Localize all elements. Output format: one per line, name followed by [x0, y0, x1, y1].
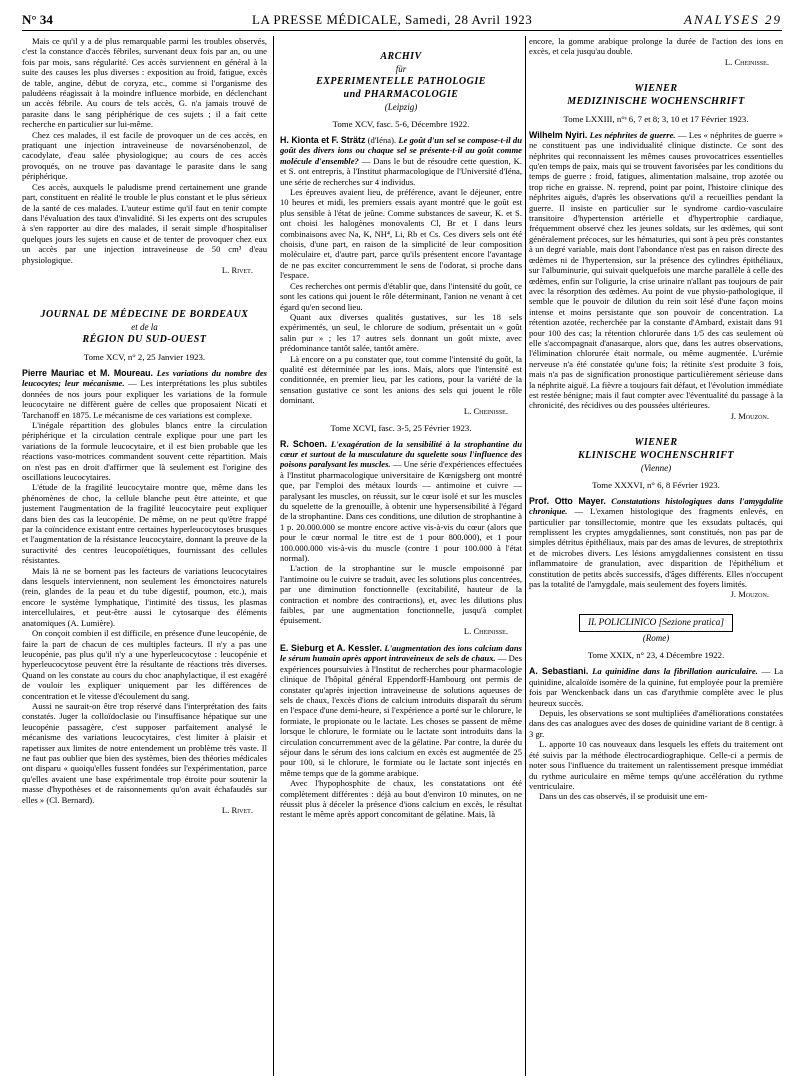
paragraph: Avec l'hypophosphite de chaux, les constatations ont été complètement différentes : déjà au bout d'environ 10 minutes, on ne réussit plus à déceler la présence d'ions calcium en excès, le résultat restant le même après apport concomitant de gélatine. Mais, là	[280, 778, 522, 820]
journal-title: WIENER	[634, 82, 678, 94]
article-text: — Une série d'expériences effectuées à l'Institut pharmacologique universitaire de Kœnigsberg ont montré que, par l'emploi des métaux lourds — antimoine et cuivre — paralysant les muscles, on réussit, sur le cœur isolé et sur les muscles du squelette de la grenouille, à obtenir une hypersensibilité à l'égard de la strophantine. Dans ces conditions, une dilution de strophantine à 1 p. 20.000.000 se montre encore active vis-à-vis du cœur (alors que pour le cœur normal le titre est de 1 pour 800.000), et 1 pour 100.000.000 vis-à-vis du muscle (contre 1 pour 100.000 à l'état normal).	[280, 459, 522, 564]
journal-heading-box	[529, 614, 783, 632]
journal-title-line: MEDIZINISCHE WOCHENSCHRIFT	[567, 95, 745, 107]
article-title: Les néphrites de guerre.	[589, 129, 676, 140]
article-title: L'augmentation des ions calcium dans le sérum humain après apport intraveineux de sels de chaux.	[280, 642, 522, 664]
section-page: ANALYSES 29	[684, 12, 782, 27]
article-text: — L'examen histologique des fragments enlevés, en particulier par tonsillectomie, montre que les exsudats pultacés, qui remplissent les cryptes amygdaliennes, sont constitués, non pas par de simples détritus épithéliaux, mais par des amas de levures, de streptothrix et de microbes divers. Les lésions amygdaliennes consistent en tissu inflammatoire de granulation, avec disparition de l'épithélium et constitution de petits abcès successifs, d'âges différents. Elles n'occupent pas la totalité de l'amygdale, mais seulement des foyers limités.	[529, 506, 783, 590]
article-affiliation: (d'Iéna).	[367, 135, 397, 145]
paragraph: Quant aux diverses qualités gustatives, sur les 18 sels expérimentés, un seul, le chlorure de sodium, présentait un « goût salin pur » ; les 17 autres sels donnant un goût mixte, avec prédominance tantôt salée, tantôt amère.	[280, 311, 522, 354]
paragraph: L. apporte 10 cas nouveaux dans lesquels les effets du traitement ont été suivis par la méthode électrocardiographique. Celle-ci a permis de noter sous l'influence du traitement un ralentissement presque immédiat du rythme auriculaire en même temps qu'une accélération du rythme ventriculaire.	[529, 739, 783, 791]
paragraph: Aussi ne saurait-on être trop réservé dans l'interprétation des faits constatés. Juger la colloïdoclasie ou l'insuffisance hépatique sur une leucopénie passagère, c'est supposer parfaitement analysé le mécanisme des variations leucocytaires, c'est limiter à plaisir et rapetisser aux limites de notre entendement un problème très vaste. Il ne faut pas oublier que bien des systèmes, bien des théories médicales ont disparu « quoiqu'elles fussent fondées sur l'expérimentation, parce qu'elles avaient une base expérimentale trop étroite pour soutenir la masse d'hypothèses et de raisonnements qu'on avait échafaudés sur elles » (Cl. Bernard).	[22, 700, 267, 805]
journal-city: (Rome)	[642, 633, 670, 644]
article-entry	[280, 643, 522, 778]
column-left	[22, 36, 267, 1080]
journal-title-line: EXPERIMENTELLE PATHOLOGIE	[316, 76, 486, 87]
article-entry	[529, 130, 783, 411]
page-header	[22, 8, 782, 31]
column-rule-left	[273, 36, 274, 1076]
paragraph: L'action de la strophantine sur le muscle empoisonné par l'antimoine ou le cuivre se traduit, avec les solutions plus concentrées, par une diminution fonctionnelle (excitabilité, hauteur de la contraction et nombre des contractions), et, avec les dilutions plus faibles, par une augmentation fonctionnelle, jusqu'à complet épuisement.	[280, 563, 522, 626]
journal-city: (Leipzig)	[384, 102, 418, 112]
journal-title-line: KLINISCHE WOCHENSCHRIFT	[577, 449, 735, 461]
signature: J. Mouzon.	[730, 410, 769, 421]
article-authors: A. Sebastiani.	[529, 666, 589, 677]
running-title: LA PRESSE MÉDICALE, Samedi, 28 Avril 1923	[252, 12, 533, 27]
paragraph: Depuis, les observations se sont multipliées d'améliorations constatées dans des cas analogues avec des doses de quinidine variant de 8 centigr. à 3 gr.	[529, 708, 783, 739]
signature: L. Rivet.	[221, 805, 253, 815]
article-title: L'exagération de la sensibilité à la strophantine du cœur et surtout de la musculature du squelette sous l'influence des poisons paralysant les muscles.	[280, 438, 522, 470]
paragraph: Là encore on a pu constater que, tout comme l'intensité du goût, la qualité est déterminée par les ions. Mais, alors que l'intensité est conditionnée, en premier lieu, par les cations, pour la variété de la sensation gustative ce sont les anions des sels qui jouent le rôle dominant.	[280, 353, 522, 406]
journal-title: ARCHIV	[380, 51, 422, 62]
journal-volume: Tome XCV, n° 2, 25 Janvier 1923.	[83, 351, 206, 362]
article-authors: H. Kionta et F. Strätz	[280, 135, 366, 145]
article-authors: R. Schoen.	[280, 438, 328, 449]
paragraph: Ces accès, auxquels le paludisme prend certainement une grande part, constituent en réalité le trouble le plus constant et le plus sérieux de la santé de ces malades. L'auteur estime qu'il faut en tenir compte dans l'évaluation des taux d'invalidité. Si les experts ont des scrupules à s'en rapporter au dire des malades, il serait simple d'hospitaliser quelques jours les sujets en cause et de tenter de provoquer chez eux un accès par une injection intraveineuse de 50 cm³ d'eau physiologique.	[22, 181, 267, 265]
paragraph: L'inégale répartition des globules blancs entre la circulation périphérique et la circulation centrale explique pour une part les variations de la formule leucocytaire, et il est bien probable que les réactions vaso-motrices commandent souvent cette répartition. Mais on n'est pas en droit d'affirmer que là seulement est l'origine des oscillations leucocytaires.	[22, 419, 267, 482]
journal-region: RÉGION DU SUD-OUEST	[82, 333, 207, 345]
paragraph: On conçoit combien il est difficile, en présence d'une leucopénie, de faire la part de chacun de ces multiples facteurs. Il n'y a pas une leucopénie, pas plus qu'il n'y a une hyperleucocytose : leucopénie et hyperleucocytose peuvent être la résultante de réactions très diverses. Quand on les constate au cours du choc anaphylactique, il est exagéré de vouloir les expliquer uniquement par les différences de concentration et le vitesse d'écoulement du sang.	[22, 628, 267, 701]
signature: L. Cheinisse.	[724, 56, 769, 67]
signature: J. Mouzon.	[730, 589, 769, 600]
article-entry	[280, 135, 522, 187]
journal-title: IL POLICLINICO	[587, 618, 657, 629]
article-authors: Pierre Mauriac et M. Moureau.	[22, 367, 153, 378]
article-title: Constatations histologiques dans l'amygdalite chronique.	[529, 495, 783, 517]
paragraph: Chez ces malades, il est facile de provoquer un de ces accès, en pratiquant une injection intraveineuse de novarsénobenzol, de cacodylate, d'eau salée physiologique; au cours de ces accès provoqués, on ne trouve pas davantage le parasite dans le sang périphérique.	[22, 129, 267, 182]
issue-number: N° 34	[22, 12, 53, 27]
article-title: La quinidine dans la fibrillation auriculaire.	[592, 666, 758, 677]
article-text: — Les interprétations les plus subtiles données de nos jours pour expliquer les variations de la formule leucocytaire ne diffèrent guère de celles que proposaient Nicati et Tarchanoff en 1875. Le mécanisme de ces variations est complexe.	[22, 378, 267, 420]
journal-subtitle: et de la	[131, 321, 158, 332]
article-entry	[280, 439, 522, 564]
paragraph: L'étude de la fragilité leucocytaire montre que, même dans les phénomènes de choc, la cellule blanche peut être atteinte, et que justement l'augmentation de la fragilité leucocytaire peut expliquer dans bien des cas la leucopénie. De même, on ne peut qu'être frappé par la coïncidence existant entre certaines hyperleucocytoses brusques et l'augmentation de la résistance leucocytaire, donnant la preuve de la suractivité des centres leucopoïétiques, fournissant des cellules résistantes.	[22, 482, 267, 566]
article-title: Les variations du nombre des leucocytes; leur mécanisme.	[22, 367, 267, 389]
journal-volume: Tome XXIX, n° 23, 4 Décembre 1922.	[587, 650, 725, 661]
column-middle	[280, 36, 522, 1080]
article-authors: E. Sieburg et A. Kessler.	[280, 642, 382, 653]
article-entry	[529, 496, 783, 590]
article-title: Le goût d'un sel se compose-t-il du goût des divers ions ou chaque sel se présente-t-il au goût comme molécule d'ensemble?	[280, 135, 522, 166]
journal-volume: Tome XCV, fasc. 5-6, Décembre 1922.	[332, 119, 470, 129]
article-text: — Des expériences poursuivies à l'Institut de recherches pour pharmacologie clinique de l'hôpital général Eppendorff-Hambourg ont permis de constater qu'après injection intraveineuse de solutions aqueuses de sels de chaux, l'excès d'ions de calcium introduits disparaît du sérum en l'espace d'une demi-heure, si l'expérience a porté sur le chlorure, le formiate, le propionate ou le lactate. Les choses se passent de même lorsque le chlorure, le formiate ou le lactate sont introduits dans la circulation concurremment avec de la gélatine. Par contre, la durée du séjour dans le sérum des ions calcium en excès est augmentée de 25 pour 100, si le chlorure, le formiate ou le lactate sont injectés en même temps que de la gomme arabique.	[280, 653, 522, 778]
paragraph: Mais ce qu'il y a de plus remarquable parmi les troubles observés, c'est la constance d'accès fébriles, survenant deux fois par an, ou une fois par mois, sans régularité. Ces accès surviennent en général à la suite des causes les plus diverses : exposition au froid, fatigue, excès de table, angine, début de coryza, etc., comme si l'organisme des paludéens réagissait à la moindre influence morbide, en déclenchant un accès fébrile. Au cours de tels accès, G. n'a jamais trouvé de parasite dans le sang périphérique de ces sujets ; il a fait cette recherche en particulier sur lui-même.	[22, 36, 267, 130]
journal-volume: Tome XXXVI, n° 6, 8 Février 1923.	[592, 479, 720, 490]
journal-city: (Vienne)	[640, 462, 672, 473]
journal-section: [Sezione pratica]	[658, 618, 725, 629]
column-right	[529, 36, 783, 1080]
paragraph: encore, la gomme arabique prolonge la durée de l'action des ions en excès, et cela jusqu'au double.	[529, 36, 783, 57]
journal-volume: Tome XCVI, fasc. 3-5, 25 Février 1923.	[330, 422, 472, 433]
paragraph: Les épreuves avaient lieu, de préférence, avant le déjeuner, entre 10 heures et midi, les premiers essais ayant montré que le goût est plus sensible à l'état de jeûne. Comme substances de saveur, K. et S. ont choisi les halogènes monovalents Cl, Br et I dans leurs combinaisons avec Na, K, NH⁴, Li, Rb et Cs. Ces divers sels ont été choisis, d'une part, en raison de la simplicité de leur composition moléculaire et, d'autre part, parce qu'ils présentent encore l'avantage de ne pas exciter concurremment le sens de l'odorat, si proche dans l'espace.	[280, 187, 522, 281]
signature: L. Rivet.	[221, 264, 253, 275]
paragraph: Mais là ne se bornent pas les facteurs de variations leucocytaires dans lesquels interviennent, non seulement les émonctoires naturels (rein, glandes de la peau et du tube digestif, poumon, etc.), mais encore le système lymphatique, l'intimité des tissus, les plasmas intercellulaires, et peut-être aussi le cytosarque des éléments anatomiques (A. Lumière).	[22, 565, 267, 628]
paragraph: Ces recherches ont permis d'établir que, dans l'intensité du goût, ce sont les cations qui jouent le rôle déterminant, l'anion ne venant à cet égard qu'en second lieu.	[280, 280, 522, 312]
article-authors: Wilhelm Nyiri.	[529, 129, 588, 140]
column-rule-right	[525, 36, 526, 1076]
article-text: — Les « néphrites de guerre » ne constituent pas une individualité clinique distincte. Ce sont des néphrites qui reconnaissent les mêmes causes provocatrices essentielles qu'en temps de paix, mais qui se trouvent favorisées par les conditions du temps de guerre : froid, fatigues, alimentation malsaine, trop azotée ou trop riche en graisse. N. reprend, point par point, l'histoire clinique des néphrites aiguës, d'après les observations qu'il a recueillies pendant la guerre. Il insiste en particulier sur le syndrome cardio-vasculaire transitoire d'hypertension artérielle et d'hypertrophie cardiaque, fréquemment observé chez les jeunes soldats, sur les œdèmes, qui sont généralement précoces, sur les hématuries, qui sont à peu près constantes à un degré variable, mais dont l'abondance n'est pas en raison directe des œdèmes ni de l'hypertension, sur la présence des cylindres épithéliaux, sur l'albuminurie, qui suivait quelquefois une marche parallèle à celle des œdèmes, enfin sur l'oligurie, la crise urinaire n'allant pas toujours de pair avec la résorption des œdèmes. Au point de vue physio-pathologique, il semble que le pouvoir de dilution du rein soit lésé d'une façon moins intense et moins persistante que son pouvoir de concentration. La rétention azotée, recherchée par la constante d'Ambard, existait dans 91 pour 100 des cas; la rétention chlorurée dans 1/5 des cas seulement où elle s'accompagnait d'anasarque, alors que, dans les autres observations, l'élimination chlorurée était normale, ou même augmentée. L'urémie nerveuse n'a été constatée qu'une fois; la rétinite s'est produite 3 fois, mais n'a pas de signification pronostique particulièrement sérieuse dans la néphrite aiguë. La fièvre a toujours fait défaut, et l'évolution immédiate est restée bénigne; mais il faut compter avec l'éventualité du passage à la chronicité, des récidives ou des poussées ultérieures.	[529, 129, 783, 411]
signature: L. Cheinisse.	[463, 405, 508, 416]
framed-journal-title	[579, 614, 733, 632]
signature: L. Cheinisse.	[463, 625, 508, 636]
journal-volume: Tome LXXIII, n°ˢ 6, 7 et 8; 3, 10 et 17 Février 1923.	[563, 113, 749, 124]
journal-title: WIENER	[634, 436, 678, 448]
article-entry	[529, 666, 783, 708]
article-authors: Prof. Otto Mayer.	[529, 495, 606, 506]
article-text: — Dans le but de résoudre cette question, K. et S. ont entrepris, à l'Institut pharmacologique de l'Université d'Iéna, une série de recherches sur 4 individus.	[280, 155, 522, 187]
article-entry	[22, 368, 267, 420]
journal-title: JOURNAL DE MÉDECINE DE BORDEAUX	[40, 308, 249, 320]
journal-title-line: und PHARMACOLOGIE	[343, 89, 459, 100]
journal-subtitle: für	[395, 64, 407, 74]
paragraph: Dans un des cas observés, il se produisit une em-	[539, 791, 708, 802]
article-text: — La quinidine, alcaloïde isomère de la quinine, fut employée pour la première fois par Wenckenback dans un cas d'arythmie complète avec le plus heureux succès.	[529, 666, 783, 708]
